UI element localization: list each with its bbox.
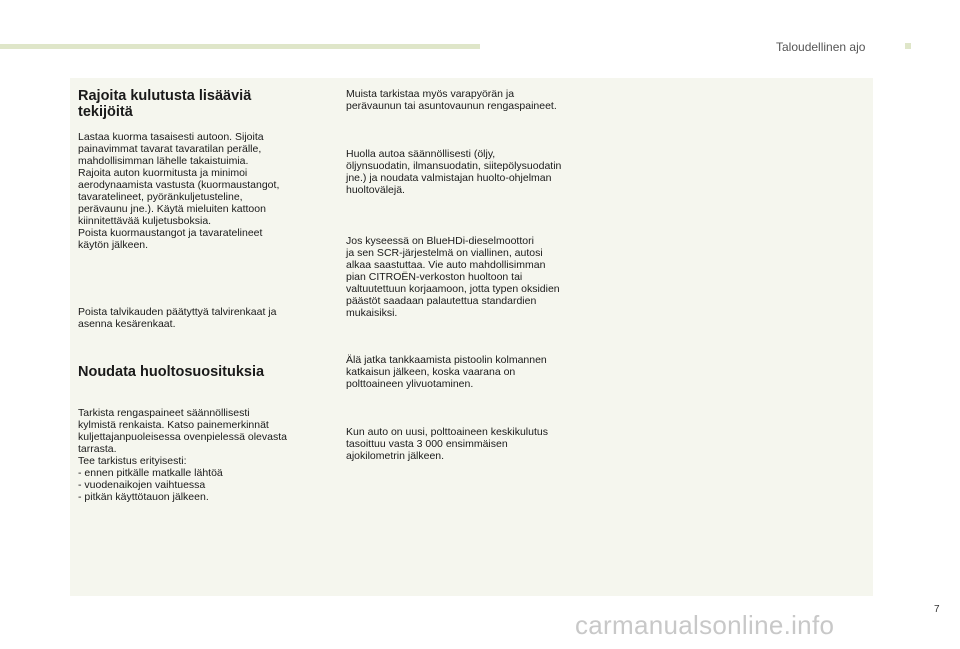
paragraph-bluehdi: Jos kyseessä on BlueHDi-dieselmoottori ja sen SCR-järjestelmä on viallinen, autosi alkaa saastuttaa. Vie auto mahdollisimman pian CITROËN-verkoston huoltoon tai valtuutettuun korjaamoon, jotta typen oksidien päästöt saadaan palautettua standardien mukaisiksi.: [346, 235, 560, 319]
content-panel: [70, 78, 873, 596]
paragraph-load: Lastaa kuorma tasaisesti autoon. Sijoita painavimmat tavarat tavaratilan perälle, mahdollisimman lähelle takaistuimia. Rajoita auton kuormitusta ja minimoi aerodynaamista vastusta (kuormaustangot, tavaratelineet, pyöränkuljetusteline, perävaunu jne.). Käytä mieluiten kattoon kiinnitettävää kuljetusboksia. Poista kuormaustangot ja tavaratelineet käytön jälkeen.: [78, 131, 280, 251]
paragraph-spare-wheel: Muista tarkistaa myös varapyörän ja perävaunun tai asuntovaunun rengaspaineet.: [346, 88, 557, 112]
paragraph-service: Huolla autoa säännöllisesti (öljy, öljynsuodatin, ilmansuodatin, siitepölysuodatin jne.) ja noudata valmistajan huolto-ohjelman huoltovälejä.: [346, 148, 562, 196]
paragraph-tyre-pressure: Tarkista rengaspaineet säännöllisesti kylmistä renkaista. Katso painemerkinnät kuljettajanpuoleisessa ovenpielessä olevasta tarrasta. Tee tarkistus erityisesti: - ennen pitkälle matkalle lähtöä - vuodenaikojen vaihtuessa - pitkän käyttötauon jälkeen.: [78, 407, 287, 503]
page-number: 7: [934, 604, 940, 615]
header-accent-bar: [0, 44, 480, 49]
paragraph-new-car: Kun auto on uusi, polttoaineen keskikulutus tasoittuu vasta 3 000 ensimmäisen ajokilometrin jälkeen.: [346, 426, 548, 462]
header-square-marker: [905, 43, 911, 49]
heading-maintenance: Noudata huoltosuosituksia: [78, 364, 265, 380]
paragraph-winter-tyres: Poista talvikauden päätyttyä talvirenkaat ja asenna kesärenkaat.: [78, 306, 277, 330]
section-title: Taloudellinen ajo: [776, 40, 866, 54]
heading-reduce-consumption: Rajoita kulutusta lisääviä tekijöitä: [78, 88, 252, 120]
watermark: carmanualsonline.info: [575, 610, 835, 640]
paragraph-refuelling: Älä jatka tankkaamista pistoolin kolmannen katkaisun jälkeen, koska vaarana on polttoaineen ylivuotaminen.: [346, 354, 547, 390]
